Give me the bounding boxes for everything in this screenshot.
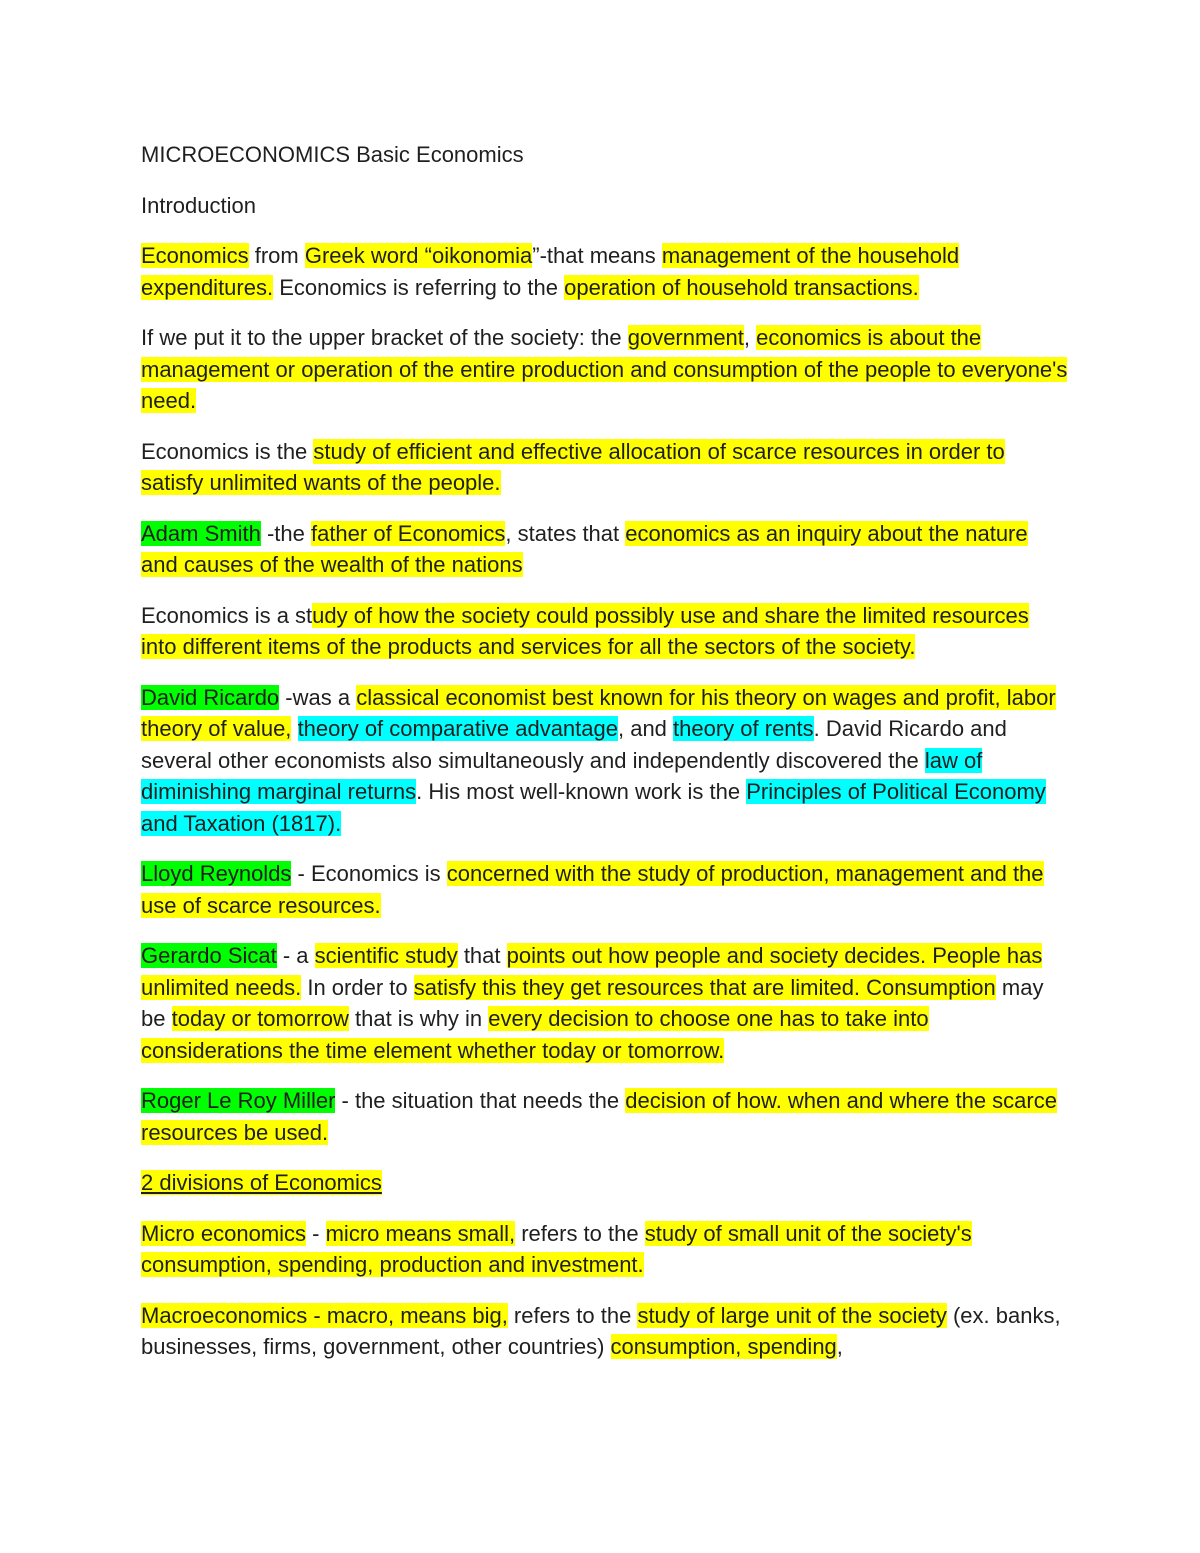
text-run: may be — [141, 974, 1044, 1031]
paragraph-david-ricardo — [141, 682, 1070, 840]
paragraph-economics-origin — [141, 240, 1070, 303]
highlight: macro, means big, — [326, 1302, 508, 1328]
highlight: every decision to choose one has to take into considerations the time element whether today or tomorrow. — [141, 1006, 929, 1063]
text-run: In order to — [301, 974, 414, 1000]
text-run: Economics is the — [141, 438, 314, 464]
text-run: that is why in — [348, 1006, 489, 1031]
highlight: decision of how. when and where the scarce resources be used. — [141, 1088, 1057, 1145]
text-run: . His most well-known work is the — [416, 779, 747, 804]
paragraph-roger-miller — [141, 1085, 1070, 1148]
document-title: MICROECONOMICS Basic Economics — [141, 142, 524, 167]
text-run: refers to the — [515, 1220, 645, 1246]
name-highlight: David Ricardo — [141, 684, 280, 710]
highlight: father of Economics — [310, 520, 506, 546]
highlight: Micro economics — [141, 1220, 307, 1246]
highlight: management of the household expenditures. — [141, 243, 960, 300]
section-heading-introduction: Introduction — [141, 192, 256, 218]
highlight: Greek word “oikonomia — [304, 243, 533, 268]
text-run: . David Ricardo and several other economists also simultaneously and independently discovered the — [141, 716, 1007, 773]
paragraph-adam-smith — [141, 518, 1070, 581]
text-run: Economics is referring to the — [273, 274, 565, 300]
text-run: -the — [260, 520, 311, 546]
cyan-highlight: theory of comparative advantage — [297, 716, 618, 741]
text-run: - Economics is — [291, 861, 447, 886]
highlight: Economics — [141, 243, 249, 268]
text-run — [291, 716, 297, 741]
highlight: Macroeconomics - — [141, 1302, 327, 1328]
text-run: , — [743, 325, 757, 350]
paragraph-micro-economics — [141, 1218, 1070, 1281]
text-run: Economics is a st — [141, 602, 313, 628]
text-run: refers to the — [507, 1302, 638, 1328]
text-run: , — [836, 1334, 843, 1359]
section-heading-divisions — [141, 1167, 1070, 1199]
cyan-highlight: Principles of Political Economy and Taxation (1817). — [141, 779, 1046, 836]
highlight: operation of household transactions. — [564, 274, 919, 300]
text-run: , and — [617, 716, 674, 741]
text-run: - — [306, 1220, 326, 1246]
highlight: economics is about the management or operation of the entire production and consumption of the people to everyone's need. — [141, 325, 1068, 413]
highlight: study of small unit of the society's consumption, spending, production and investment. — [141, 1220, 972, 1277]
text-run: , states that — [505, 520, 626, 546]
paragraph-lloyd-reynolds — [141, 858, 1070, 921]
highlight: udy of how the society could possibly use and share the limited resources into different items of the products and services for all the sectors of the society. — [141, 602, 1029, 659]
name-highlight: Lloyd Reynolds — [141, 861, 292, 886]
highlight: study of large unit of the society — [637, 1302, 947, 1328]
highlight: satisfy this they get resources that are limited. Consumption — [413, 974, 996, 1000]
highlight: points out how people and society decides. People has unlimited needs. — [141, 943, 1043, 1000]
highlight: consumption, spending — [610, 1334, 837, 1359]
highlight: micro means small, — [325, 1220, 516, 1246]
cyan-highlight: law of diminishing marginal returns — [141, 747, 983, 804]
highlight: concerned with the study of production, management and the use of scarce resources. — [141, 861, 1044, 918]
paragraph-gerardo-sicat — [141, 940, 1070, 1066]
paragraph-government — [141, 322, 1070, 417]
highlight: study of efficient and effective allocation of scarce resources in order to satisfy unlimited wants of the people. — [141, 438, 1005, 495]
highlight: economics as an inquiry about the nature and causes of the wealth of the nations — [141, 520, 1028, 577]
highlight: today or tomorrow — [171, 1006, 349, 1031]
text-run: -was a — [279, 684, 357, 710]
highlight: 2 divisions of Economics — [141, 1170, 382, 1195]
text-run: ”-that means — [532, 243, 662, 268]
paragraph-share-resources — [141, 600, 1070, 663]
paragraph-scarce-resources — [141, 436, 1070, 499]
highlight: government — [627, 325, 744, 350]
text-run: that — [457, 943, 507, 968]
text-run: (ex. banks, businesses, firms, government, other countries) — [141, 1302, 1061, 1359]
cyan-highlight: theory of rents — [673, 716, 814, 741]
paragraph-macroeconomics — [141, 1300, 1070, 1363]
text-run: - a — [276, 943, 315, 968]
text-run: - the situation that needs the — [335, 1088, 626, 1113]
name-highlight: Gerardo Sicat — [141, 943, 277, 968]
name-highlight: Roger Le Roy Miller — [141, 1088, 336, 1113]
highlight: classical economist best known for his theory on wages and profit, labor theory of value, — [141, 684, 1056, 741]
text-run: from — [248, 243, 305, 268]
text-run: If we put it to the upper bracket of the society: the — [141, 325, 628, 350]
name-highlight: Adam Smith — [141, 520, 261, 546]
highlight: scientific study — [314, 943, 458, 968]
